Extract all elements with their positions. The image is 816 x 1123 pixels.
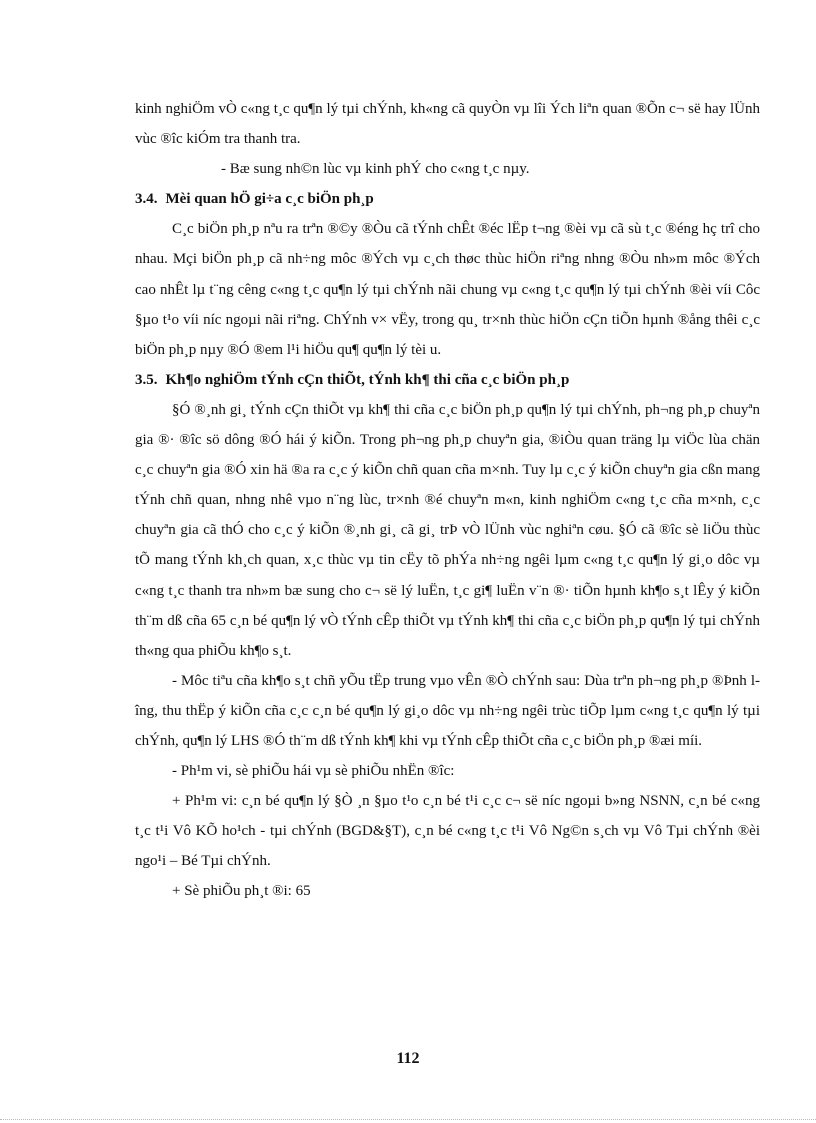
- section-heading-3-4: [135, 184, 760, 214]
- section-number: 3.5.: [135, 371, 158, 388]
- paragraph-forms-distributed: + Sè phiÕu ph¸t ®i: 65: [172, 883, 311, 900]
- page-content: [135, 94, 760, 907]
- page-bottom-divider: [0, 1119, 816, 1120]
- section-number: 3.4.: [135, 191, 158, 208]
- paragraph-measures-relationship: C¸c biÖn ph¸p nªu ra trªn ®©y ®Òu cã tÝnh chÊt ®éc lËp t¬ng ®èi vµ cã sù t¸c ®éng hç trî cho nhau. Mçi biÖn ph¸p cã nh÷ng môc ®Ých vµ c¸ch thøc thùc hiÖn riªng nhng ®Òu nh»m môc ®Ých cao nhÊt lµ t¨ng cêng c«ng t¸c qu¶n lý tµi chÝnh nãi chung vµ c«ng t¸c qu¶n lý tµi chÝnh ®èi víi Côc §µo t¹o víi níc ngoµi nãi riªng. ChÝnh v× vËy, trong qu¸ tr×nh thùc hiÖn cÇn tiÕn hµnh ®ång thêi c¸c biÖn ph¸p nµy ®Ó ®em l¹i hiÖu qu¶ qu¶n lý tèi u.: [135, 221, 760, 358]
- page-number: 112: [396, 1050, 420, 1067]
- section-heading-3-5: [135, 365, 760, 395]
- paragraph-survey-objective: - Môc tiªu cña kh¶o s¸t chñ yÕu tËp trung vµo vÊn ®Ò chÝnh sau: Dùa trªn ph¬ng ph¸p ®Þnh lîng, thu thËp ý kiÕn cña c¸c c¸n bé qu¶n lý gi¸o dôc vµ nh÷ng ngêi trùc tiÕp lµm c«ng t¸c qu¶n lý tµi chÝnh, qu¶n lý LHS ®Ó th¨m dß tÝnh kh¶ khi vµ tÝnh cÊp thiÕt cña c¸c biÖn ph¸p ®æi míi.: [135, 672, 760, 749]
- paragraph-expert-method: §Ó ®¸nh gi¸ tÝnh cÇn thiÕt vµ kh¶ thi cña c¸c biÖn ph¸p qu¶n lý tµi chÝnh, ph¬ng ph¸p chuyªn gia ®· ®îc sö dông ®Ó hái ý kiÕn. Trong ph¬ng ph¸p chuyªn gia, ®iÒu quan träng lµ viÖc lùa chän c¸c chuyªn gia ®Ó xin hä ®a ra c¸c ý kiÕn chñ quan cña m×nh. Tuy lµ c¸c ý kiÕn chuyªn gia cßn mang tÝnh chñ quan, nhng nhê vµo n¨ng lùc, tr×nh ®é chuyªn m«n, kinh nghiÖm c«ng t¸c cña m×nh, c¸c chuyªn gia cã thÓ cho c¸c ý kiÕn ®¸nh gi¸ cã gi¸ trÞ vÒ lÜnh vùc nghiªn cøu. §Ó cã ®îc sè liÖu thùc tÕ mang tÝnh kh¸ch quan, x¸c thùc vµ tin cËy tõ phÝa nh÷ng ngêi lµm c«ng t¸c qu¶n lý gi¸o dôc vµ c«ng t¸c thanh tra nh»m bæ sung cho c¬ së lý luËn, t¸c gi¶ luËn v¨n ®· tiÕn hµnh kh¶o s¸t lÊy ý kiÕn th¨m dß cña 65 c¸n bé qu¶n lý vÒ tÝnh cÊp thiÕt vµ tÝnh kh¶ thi cña c¸c biÖn ph¸p qu¶n lý tµi chÝnh th«ng qua phiÕu kh¶o s¸t.: [135, 401, 760, 659]
- section-title: Mèi quan hÖ gi÷a c¸c biÖn ph¸p: [165, 191, 374, 208]
- paragraph-scope-detail: + Ph¹m vi: c¸n bé qu¶n lý §Ò ¸n §µo t¹o c¸n bé t¹i c¸c c¬ së níc ngoµi b»ng NSNN, c¸n bé c«ng t¸c t¹i Vô KÕ ho¹ch - tµi chÝnh (BGD&§T), c¸n bé c«ng t¸c t¹i Vô Ng©n s¸ch vµ Vô Tµi chÝnh ®èi ngo¹i – Bé Tµi chÝnh.: [135, 793, 760, 870]
- section-title: Kh¶o nghiÖm tÝnh cÇn thiÕt, tÝnh kh¶ thi cña c¸c biÖn ph¸p: [165, 371, 570, 388]
- paragraph-survey-scope: - Ph¹m vi, sè phiÕu hái vµ sè phiÕu nhËn ®îc:: [172, 763, 455, 780]
- paragraph-inspector-criteria: kinh nghiÖm vÒ c«ng t¸c qu¶n lý tµi chÝnh, kh«ng cã quyÒn vµ lîi Ých liªn quan ®Õn c¬ së hay lÜnh vùc ®îc kiÓm tra thanh tra.: [135, 101, 760, 148]
- paragraph-supplement-resources: - Bæ sung nh©n lùc vµ kinh phÝ cho c«ng t¸c nµy.: [221, 161, 530, 178]
